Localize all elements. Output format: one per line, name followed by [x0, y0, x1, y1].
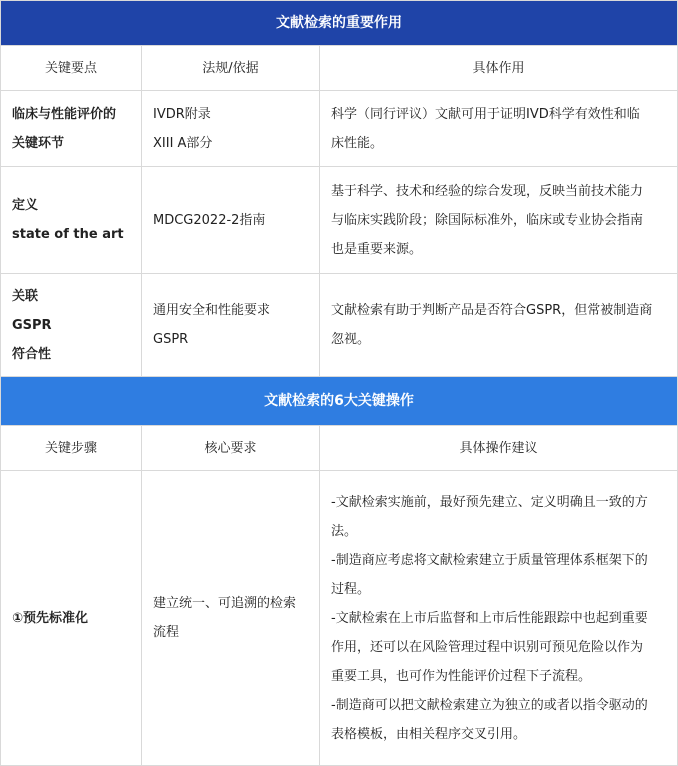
key-point-cell: 定义 state of the art	[1, 167, 142, 274]
basis-cell: MDCG2022-2指南	[142, 167, 320, 274]
step-cell: ①预先标准化	[1, 471, 142, 766]
requirement-cell: 建立统一、可追溯的检索 流程	[142, 471, 320, 766]
table-row	[1, 471, 678, 766]
col-header-regulation-basis: 法规/依据	[142, 46, 320, 91]
col-header-operation-suggestion: 具体操作建议	[320, 426, 678, 471]
col-header-key-steps: 关键步骤	[1, 426, 142, 471]
key-point-cell: 临床与性能评价的 关键环节	[1, 91, 142, 167]
section2-title: 文献检索的6大关键操作	[1, 377, 678, 426]
col-header-core-requirement: 核心要求	[142, 426, 320, 471]
table-row	[1, 167, 678, 274]
col-header-specific-effect: 具体作用	[320, 46, 678, 91]
basis-cell: 通用安全和性能要求 GSPR	[142, 274, 320, 377]
basis-cell: IVDR附录 XIII A部分	[142, 91, 320, 167]
effect-cell: 基于科学、技术和经验的综合发现，反映当前技术能力 与临床实践阶段；除国际标准外，临床或专业协会指南 也是重要来源。	[320, 167, 678, 274]
section1-title: 文献检索的重要作用	[1, 1, 678, 46]
key-point-cell: 关联 GSPR 符合性	[1, 274, 142, 377]
suggestion-cell: -文献检索实施前，最好预先建立、定义明确且一致的方 法。 -制造商应考虑将文献检索建立于质量管理体系框架下的 过程。 -文献检索在上市后监督和上市后性能跟踪中也起到重要 作用，还可以在风险管理过程中识别可预见危险以作为 重要工具，也可作为性能评价过程下子流程。 -制造商可以把文献检索建立为独立的或者以指令驱动的 表格模板，由相关程序交叉引用。	[320, 471, 678, 766]
col-header-key-points: 关键要点	[1, 46, 142, 91]
table-row	[1, 274, 678, 377]
effect-cell: 科学（同行评议）文献可用于证明IVD科学有效性和临 床性能。	[320, 91, 678, 167]
effect-cell: 文献检索有助于判断产品是否符合GSPR，但常被制造商 忽视。	[320, 274, 678, 377]
table-row	[1, 91, 678, 167]
